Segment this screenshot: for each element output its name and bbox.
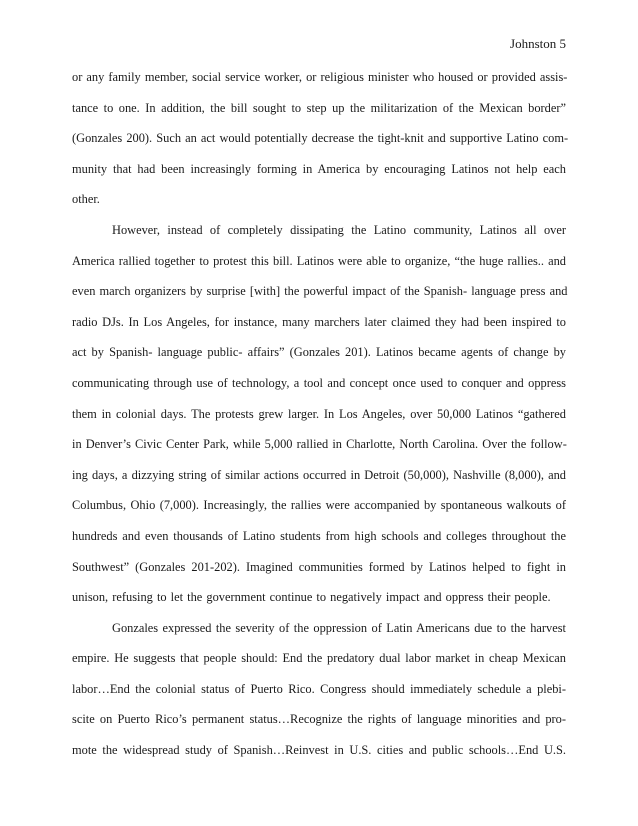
running-head: Johnston 5 (510, 36, 566, 51)
text-line: tance to one. In addition, the bill sought to step up the militarization of the Mexican border” (72, 100, 566, 115)
text-line: unison, refusing to let the government continue to negatively impact and oppress their people. (72, 590, 551, 605)
text-line: other. (72, 192, 100, 207)
text-line: Southwest” (Gonzales 201-202). Imagined communities formed by Latinos helped to fight in (72, 559, 566, 574)
text-line: mote the widespread study of Spanish…Reinvest in U.S. cities and public schools…End U.S. (72, 743, 566, 758)
text-line: (Gonzales 200). Such an act would potentially decrease the tight-knit and supportive Latino com- (72, 131, 569, 146)
text-line: America rallied together to protest this bill. Latinos were able to organize, “the huge rallies.. and (72, 253, 566, 268)
text-line: ing days, a dizzying string of similar actions occurred in Detroit (50,000), Nashville (8,000), and (72, 467, 566, 482)
text-line: act by Spanish- language public- affairs” (Gonzales 201). Latinos became agents of change by (72, 345, 566, 360)
body-text (72, 69, 569, 773)
text-line: scite on Puerto Rico’s permanent status…Recognize the rights of language minorities and pro- (72, 712, 566, 727)
text-line: communicating through use of technology, a tool and concept once used to conquer and oppress (72, 375, 566, 390)
text-line-paragraph-start: However, instead of completely dissipating the Latino community, Latinos all over (112, 222, 566, 237)
text-line: empire. He suggests that people should: End the predatory dual labor market in cheap Mexican (72, 651, 566, 666)
text-line: hundreds and even thousands of Latino students from high schools and colleges throughout the (72, 528, 566, 543)
text-line: even march organizers by surprise [with] the powerful impact of the Spanish- language press and (72, 284, 568, 299)
text-line: them in colonial days. The protests grew larger. In Los Angeles, over 50,000 Latinos “gathered (72, 406, 566, 421)
text-line: Columbus, Ohio (7,000). Increasingly, the rallies were accompanied by spontaneous walkouts of (72, 498, 566, 513)
text-line: munity that had been increasingly forming in America by encouraging Latinos not help each (72, 161, 566, 176)
text-line: or any family member, social service worker, or religious minister who housed or provided assis- (72, 70, 568, 84)
text-line-paragraph-start: Gonzales expressed the severity of the oppression of Latin Americans due to the harvest (112, 620, 566, 635)
text-line: labor…End the colonial status of Puerto Rico. Congress should immediately schedule a plebi- (72, 681, 566, 696)
text-line: in Denver’s Civic Center Park, while 5,000 rallied in Charlotte, North Carolina. Over the follow- (72, 437, 567, 452)
text-line: radio DJs. In Los Angeles, for instance, many marchers later claimed they had been inspired to (72, 314, 566, 329)
